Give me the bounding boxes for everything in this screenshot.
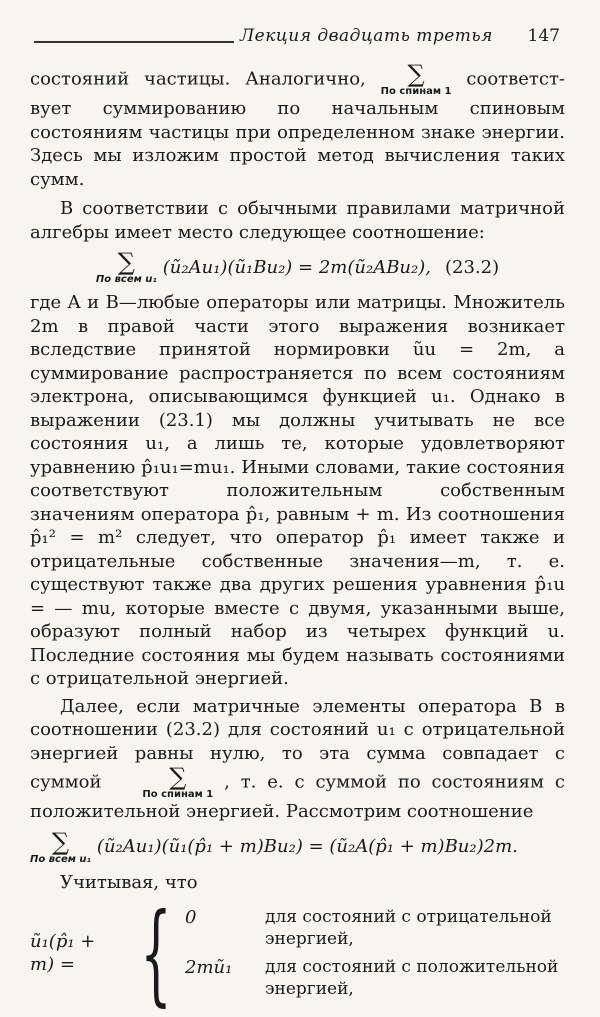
sum-over-all-symbol: [96, 250, 157, 285]
sigma-glyph: ∑: [117, 248, 135, 276]
equation-23-2: [30, 250, 565, 285]
paragraph-1-end: соответст-вует суммированию по начальным спиновым состояниям частицы при определенном знаке энергии. Здесь мы изложим простой метод вычисления таких сумм.: [30, 68, 565, 190]
case-1-value: 0: [185, 907, 197, 928]
sum-over-all-symbol-2: [30, 827, 91, 865]
paragraph-1: [30, 62, 565, 191]
equation-relation: [30, 827, 565, 865]
equation-relation-body: (ũ₂Au₁)(ũ₁(p̂₁ + m)Bu₂) = (ũ₂A(p̂₁ + m)Bu₂)2m.: [96, 836, 518, 858]
sum-over-all-subscript-2: По всем u₁: [30, 853, 91, 865]
case-2-condition: для состояний с положительной энергией,: [265, 957, 559, 999]
paragraph-4-end: , т. е. с суммой по состояниям с положительной энергией. Рассмотрим соотношение: [30, 771, 565, 822]
case-1-condition: для состояний с отрицательной энергией,: [265, 907, 552, 949]
paragraph-1-start: состояний частицы. Аналогично,: [30, 68, 366, 90]
case-2-value: 2mũ₁: [185, 957, 233, 978]
sum-by-spins-symbol-2: [112, 765, 213, 800]
sum-by-spins-subscript: По спинам 1: [380, 86, 452, 97]
page-number: 147: [527, 26, 560, 46]
paragraph-4-start: Далее, если матричные элементы оператора B в соотношении (23.2) для состояний u₁ с отрицательной энергией равны нулю, то эта сумма совпадает с суммой: [30, 695, 565, 793]
sum-over-all-subscript: По всем u₁: [95, 274, 157, 285]
equation-23-2-body: (ũ₂Au₁)(ũ₁Bu₂) = 2m(ũ₂ABu₂),: [162, 256, 431, 278]
piecewise-cases: [185, 906, 565, 1000]
left-brace: {: [140, 889, 172, 1017]
sigma-glyph: ∑: [169, 763, 187, 791]
paragraph-4: [30, 695, 565, 824]
piecewise-lhs: ũ₁(p̂₁ + m) =: [30, 930, 96, 975]
paragraph-3: где A и B—любые операторы или матрицы. Множитель 2m в правой части этого выражения возникает вследствие принятой нормировки ũu = 2m, а суммирование распространяется по всем состояниям электрона, описывающимся функцией u₁. Однако в выражении (23.1) мы должны учитывать не все состояния u₁, а лишь те, которые удовлетворяют уравнению p̂₁u₁=mu₁. Иными словами, такие состояния соответствуют положительным собственным значениям оператора p̂₁, равным + m. Из соотношения p̂₁² = m² следует, что оператор p̂₁ имеет также и отрицательные собственные значения—m, т. е. существуют также два других решения уравнения p̂₁u = — mu, которые вместе с двумя, указанными выше, образуют полный набор из четырех функций u. Последние состояния мы будем называть состояниями с отрицательной энергией.: [30, 292, 565, 689]
paragraph-5: Учитывая, что: [60, 871, 198, 893]
page-body: [30, 60, 565, 1017]
paragraph-2: В соответствии с обычными правилами матричной алгебры имеет место следующее соотношение:: [30, 198, 565, 243]
piecewise-equation: [30, 889, 565, 1017]
sum-by-spins-subscript-2: По спинам 1: [142, 789, 214, 800]
sigma-glyph: ∑: [51, 827, 70, 856]
chapter-title: Лекция двадцать третья: [234, 26, 499, 46]
running-header: [34, 26, 560, 50]
equation-number: (23.2): [445, 256, 500, 278]
sigma-glyph: ∑: [407, 60, 425, 88]
sum-by-spins-symbol: [381, 62, 452, 97]
